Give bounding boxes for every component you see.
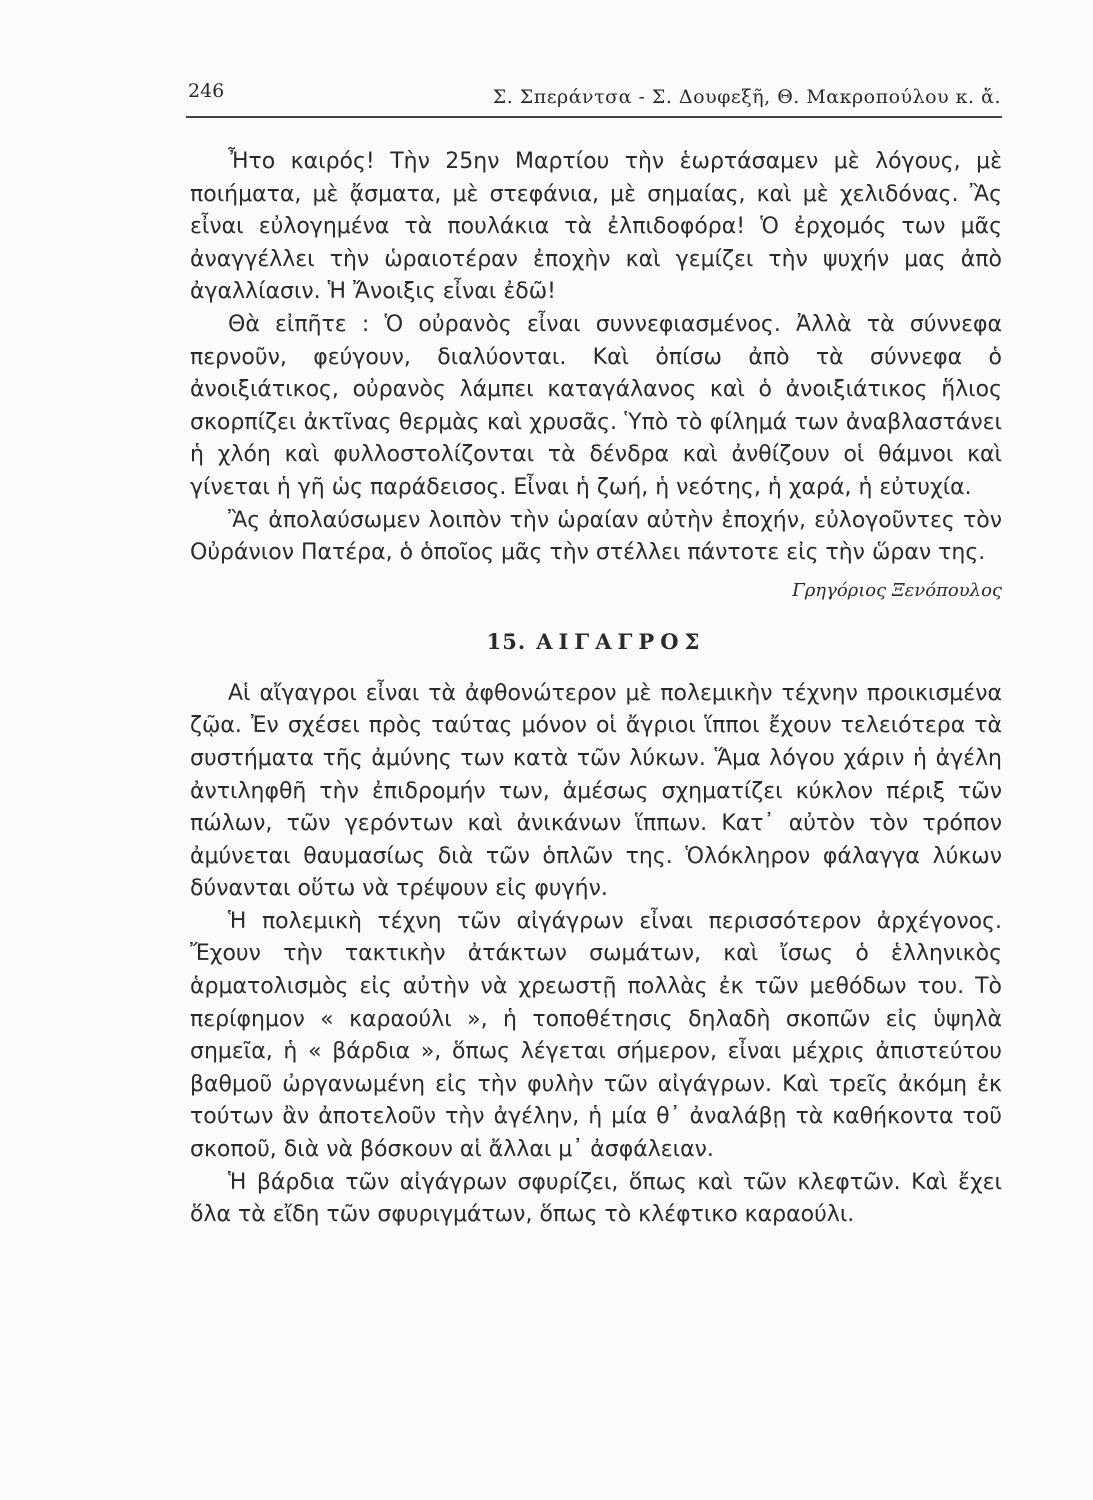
page-number: 246: [188, 80, 225, 102]
paragraph: Ἂς ἀπολαύσωμεν λοιπὸν τὴν ὡραίαν αὐτὴν ἐποχήν, εὐλογοῦντες τὸν Οὐράνιον Πατέρα, ὁ ὁποῖος μᾶς τὴν στέλλει πάντοτε εἰς τὴν ὥραν της.: [190, 507, 1002, 566]
paragraph: Θὰ εἰπῆτε : Ὁ οὐρανὸς εἶναι συννεφιασμένος. Ἀλλὰ τὰ σύννεφα περνοῦν, φεύγουν, διαλύονται. Καὶ ὀπίσω ἀπὸ τὰ σύννεφα ὁ ἀνοιξιάτικος, οὐρανὸς λάμπει καταγάλανος καὶ ὁ ἀνοιξιάτικος ἥλιος σκορπίζει ἀκτῖνας θερμὰς καὶ χρυσᾶς. Ὑπὸ τὸ φίλημά των ἀναβλαστάνει ἡ χλόη καὶ φυλλοστολίζονται τὰ δένδρα καὶ ἀνθίζουν οἱ θάμνοι καὶ γίνεται ἡ γῆ ὡς παράδεισος. Εἶναι ἡ ζωή, ἡ νεότης, ἡ χαρά, ἡ εὐτυχία.: [190, 311, 1002, 500]
article-spring: [190, 146, 1002, 604]
article-aigagros: [190, 678, 1002, 1232]
section-number: 15.: [486, 628, 527, 654]
section-heading: [190, 628, 1002, 656]
page-body: [190, 146, 1002, 1232]
paragraph: Αἱ αἴγαγροι εἶναι τὰ ἀφθονώτερον μὲ πολεμικὴν τέχνην προικισμένα ζῷα. Ἐν σχέσει πρὸς ταύτας μόνον οἱ ἄγριοι ἵπποι ἔχουν τελειότερα τὰ συστήματα τῆς ἀμύνης των κατὰ τῶν λύκων. Ἅμα λόγου χάριν ἡ ἀγέλη ἀντιληφθῆ τὴν ἐπιδρομήν των, ἀμέσως σχηματίζει κύκλον πέριξ τῶν πώλων, τῶν γερόντων καὶ ἀνικάνων ἵππων. Κατ᾽ αὐτὸν τὸν τρόπον ἀμύνεται θαυμασίως διὰ τῶν ὁπλῶν της. Ὁλόκληρον φάλαγγα λύκων δύνανται οὕτω νὰ τρέψουν εἰς φυγήν.: [190, 680, 1002, 902]
running-head: Σ. Σπεράντσα - Σ. Δουφεξῆ, Θ. Μακροπούλου κ. ἄ.: [492, 86, 1001, 108]
author-signature: Γρηγόριος Ξενόπουλος: [792, 579, 1002, 601]
paragraph: Ἦτο καιρός! Τὴν 25ην Μαρτίου τὴν ἑωρτάσαμεν μὲ λόγους, μὲ ποιήματα, μὲ ᾄσματα, μὲ στεφάνια, μὲ σημαίας, καὶ μὲ χελιδόνας. Ἂς εἶναι εὐλογημένα τὰ πουλάκια τὰ ἐλπιδοφόρα! Ὁ ἐρχομός των μᾶς ἀναγγέλλει τὴν ὡραιοτέραν ἐποχὴν καὶ γεμίζει τὴν ψυχήν μας ἀπὸ ἀγαλλίασιν. Ἡ Ἄνοιξις εἶναι ἐδῶ!: [190, 149, 1002, 305]
paragraph: Ἡ βάρδια τῶν αἰγάγρων σφυρίζει, ὅπως καὶ τῶν κλεφτῶν. Καὶ ἔχει ὅλα τὰ εἴδη τῶν σφυριγμάτων, ὅπως τὸ κλέφτικο καραούλι.: [190, 1169, 1002, 1228]
paragraph: Ἡ πολεμικὴ τέχνη τῶν αἰγάγρων εἶναι περισσότερον ἀρχέγονος. Ἔχουν τὴν τακτικὴν ἀτάκτων σωμάτων, καὶ ἴσως ὁ ἑλληνικὸς ἁρματολισμὸς εἰς αὐτὴν νὰ χρεωστῇ πολλὰς ἐκ τῶν μεθόδων του. Τὸ περίφημον « καραούλι », ἡ τοποθέτησις δηλαδὴ σκοπῶν εἰς ὑψηλὰ σημεῖα, ἡ « βάρδια », ὅπως λέγεται σήμερον, εἶναι μέχρις ἀπιστεύτου βαθμοῦ ὠργανωμένη εἰς τὴν φυλὴν τῶν αἰγάγρων. Καὶ τρεῖς ἀκόμη ἐκ τούτων ἂν ἀποτελοῦν τὴν ἀγέλην, ἡ μία θ᾽ ἀναλάβῃ τὰ καθήκοντα τοῦ σκοποῦ, διὰ νὰ βόσκουν αἱ ἄλλαι μ᾽ ἀσφάλειαν.: [190, 908, 1002, 1163]
header-rule: [186, 116, 1002, 118]
section-title: ΑΙΓΑΓΡΟΣ: [536, 628, 706, 654]
